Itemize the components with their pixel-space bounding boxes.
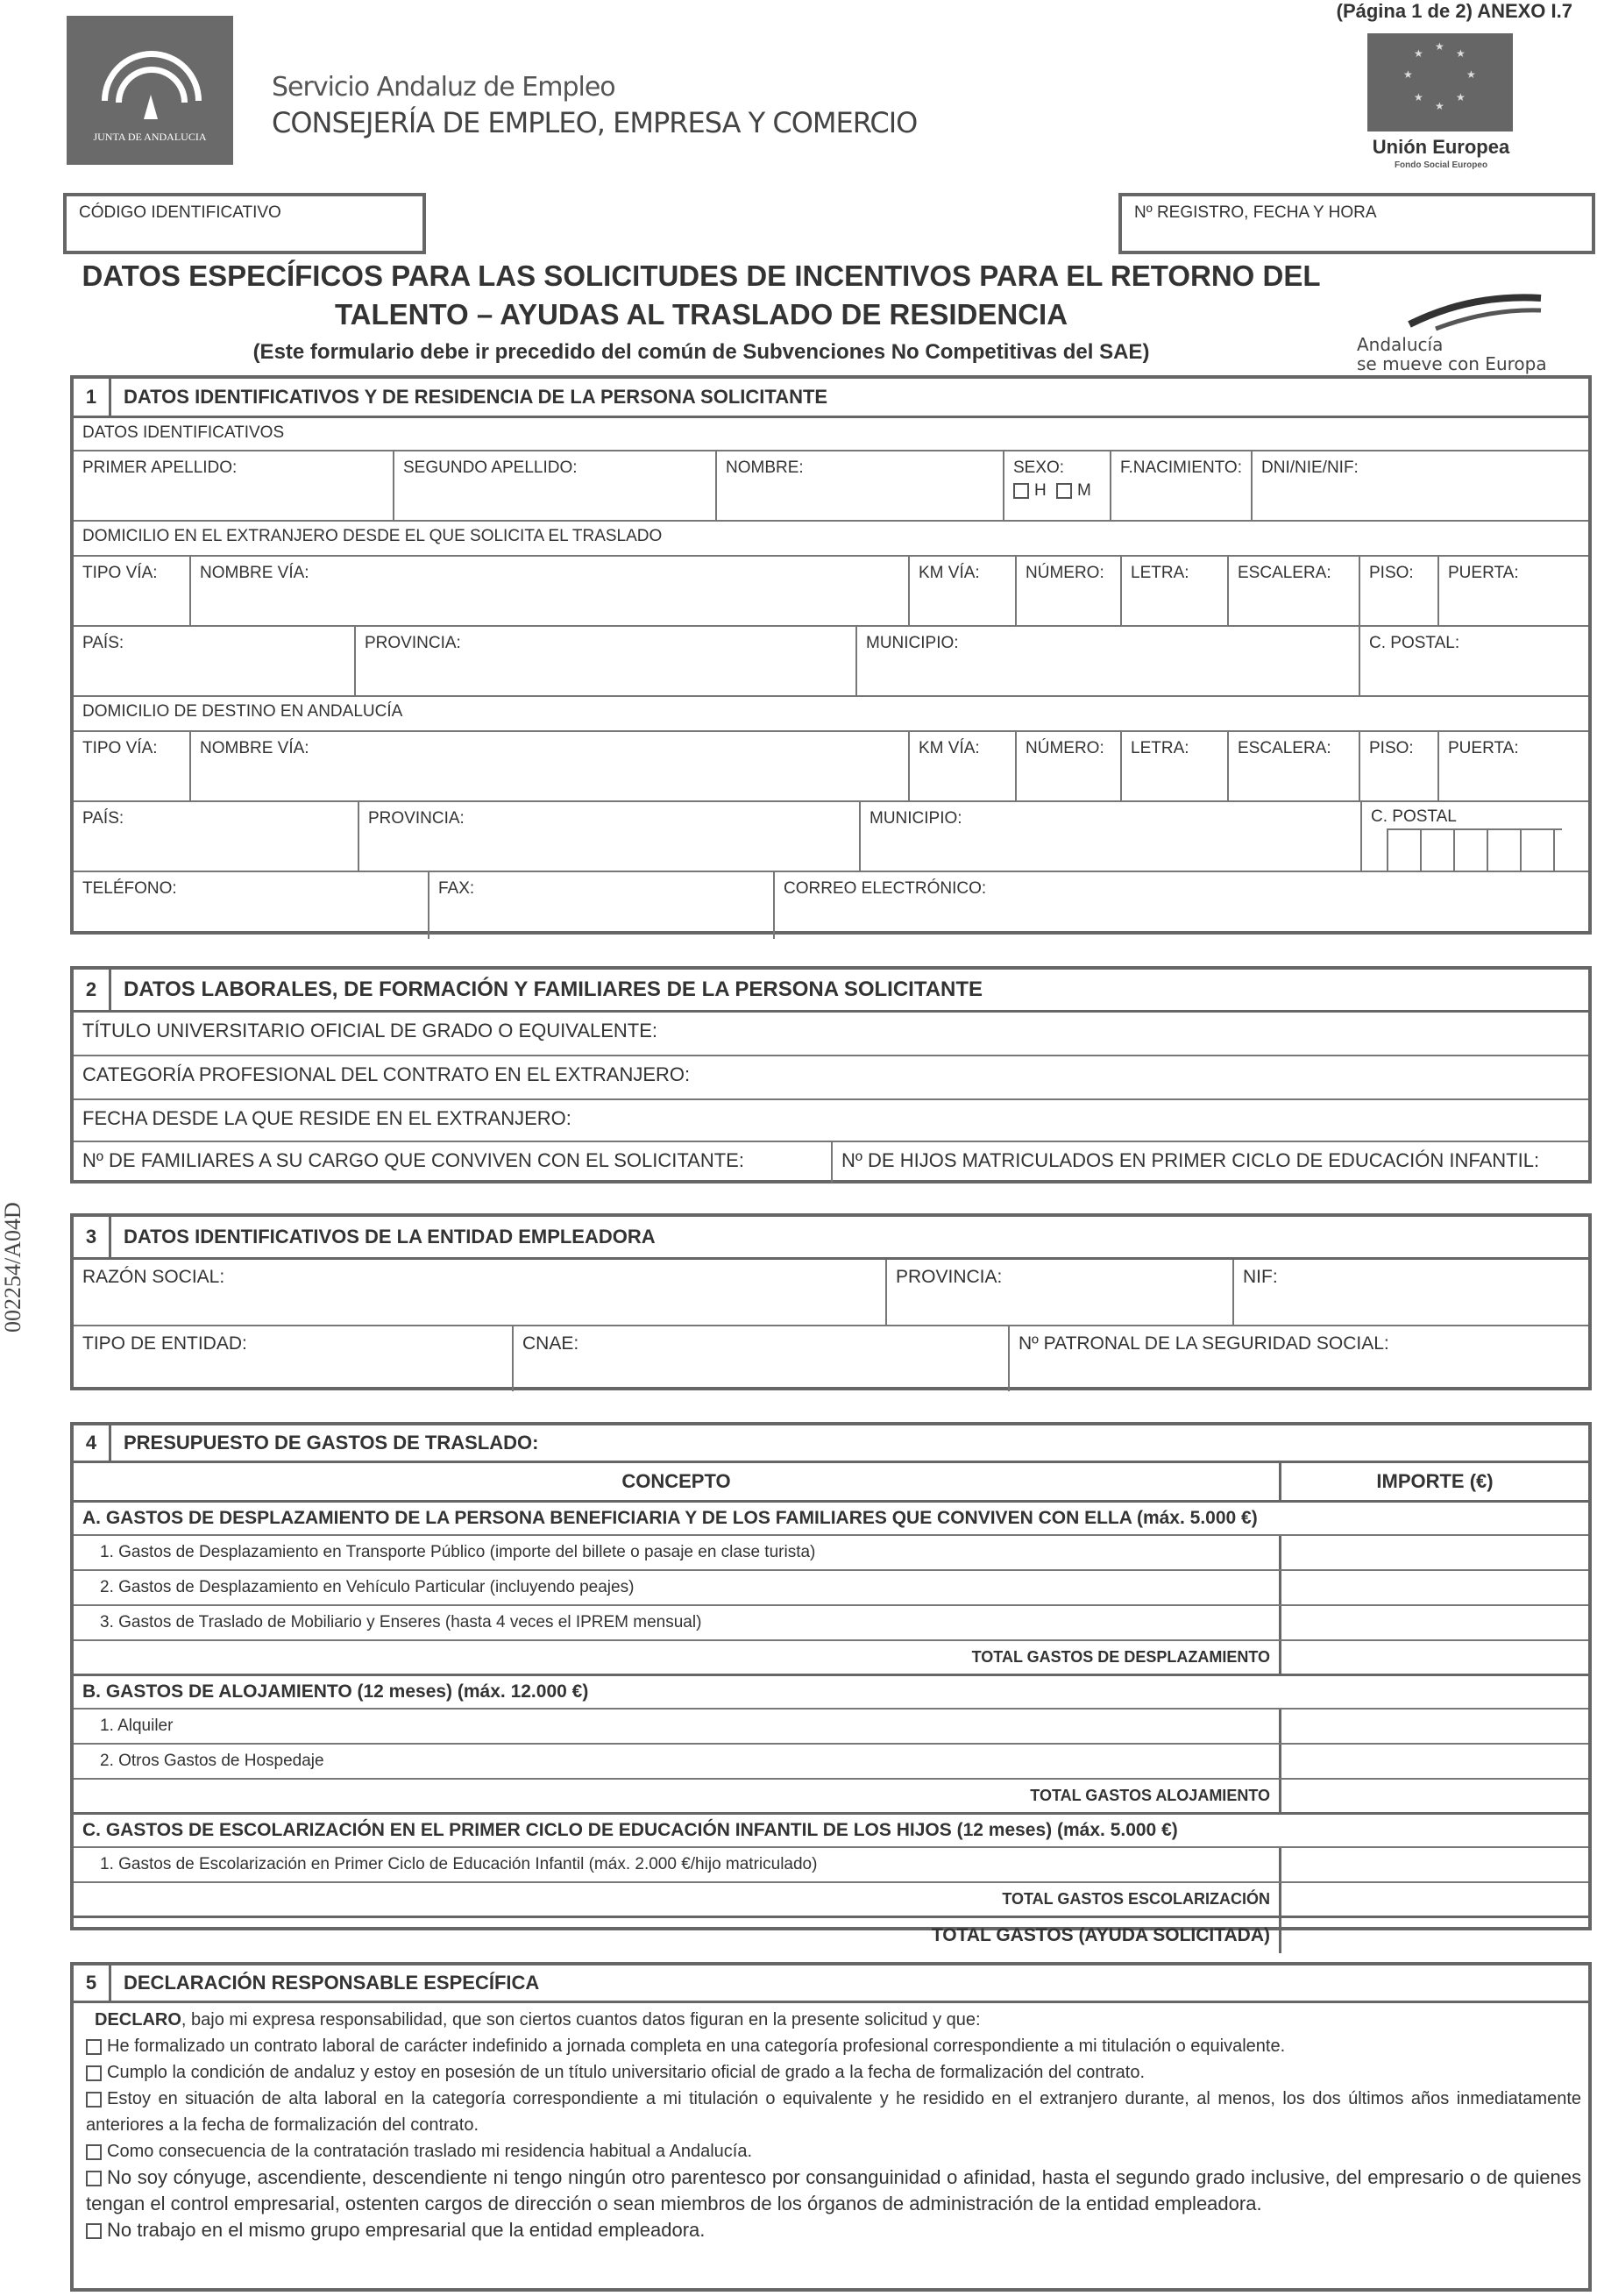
ext-piso-field[interactable] [1360, 557, 1439, 625]
sexo-label: SEXO: [1013, 458, 1065, 477]
section-4-header [74, 1425, 1588, 1463]
a-item-3-amount[interactable] [1281, 1606, 1588, 1639]
col-importe: IMPORTE (€) [1376, 1470, 1494, 1492]
ext-numero-label: NÚMERO: [1026, 564, 1104, 582]
c-item-1-amount[interactable] [1281, 1848, 1588, 1881]
dest-cpostal-field [1362, 802, 1588, 871]
andalucia-europa-logo [1357, 289, 1547, 373]
section-1 [70, 375, 1592, 935]
section-b-title: B. GASTOS DE ALOJAMIENTO (12 meses) (máx. 12.000 €) [82, 1681, 589, 1702]
agency-block [272, 72, 917, 139]
c-item-1: 1. Gastos de Escolarización en Primer Ciclo de Educación Infantil (máx. 2.000 €/hijo matriculado) [74, 1848, 1281, 1881]
b-total-row [74, 1780, 1588, 1815]
ext-nombre-via-field[interactable] [191, 557, 910, 625]
registro-box[interactable] [1118, 193, 1595, 254]
a-item-3: 3. Gastos de Traslado de Mobiliario y Enseres (hasta 4 veces el IPREM mensual) [74, 1606, 1281, 1639]
section-1-header [74, 379, 1588, 418]
hijos-label: Nº DE HIJOS MATRICULADOS EN PRIMER CICLO DE EDUCACIÓN INFANTIL: [841, 1149, 1540, 1171]
b-item-2-amount[interactable] [1281, 1745, 1588, 1778]
dest-escalera-label: ESCALERA: [1238, 739, 1331, 757]
a-item-1-amount[interactable] [1281, 1536, 1588, 1569]
dest-pais-field[interactable] [74, 802, 359, 871]
section-5-number: 5 [74, 1965, 111, 2001]
col-concepto: CONCEPTO [74, 1463, 1281, 1500]
nombre-field[interactable] [717, 451, 1004, 520]
correo-field[interactable] [775, 872, 1588, 939]
correo-label: CORREO ELECTRÓNICO: [784, 879, 987, 898]
dest-cpostal-label: C. POSTAL [1371, 807, 1457, 826]
declaration-body [74, 2003, 1588, 2243]
b-item-1-amount[interactable] [1281, 1710, 1588, 1743]
a-item-1: 1. Gastos de Desplazamiento en Transporte Público (importe del billete o pasaje en clase turista) [74, 1536, 1281, 1569]
dest-provincia-field[interactable] [359, 802, 861, 871]
dest-location-row [74, 802, 1588, 872]
ext-letra-label: LETRA: [1131, 564, 1189, 582]
dest-puerta-field[interactable] [1439, 732, 1588, 800]
declaration-checkbox-3[interactable] [86, 2092, 102, 2108]
declaration-intro-text: , bajo mi expresa responsabilidad, que son ciertos cuantos datos figuran en la presente solicitud y que: [181, 2010, 981, 2029]
telefono-field[interactable] [74, 872, 429, 939]
cnae-label: CNAE: [522, 1333, 579, 1354]
sexo-m-label: M [1077, 481, 1091, 500]
c-total-label: TOTAL GASTOS ESCOLARIZACIÓN [74, 1883, 1281, 1916]
dest-municipio-field[interactable] [861, 802, 1362, 871]
andalucia-logo-line2: se mueve con Europa [1357, 353, 1547, 374]
ext-location-row [74, 627, 1588, 697]
entidad-nif-label: NIF: [1243, 1267, 1278, 1287]
b-item-row [74, 1710, 1588, 1745]
familia-row [74, 1142, 1588, 1183]
entidad-provincia-label: PROVINCIA: [896, 1267, 1003, 1287]
dest-nombre-via-label: NOMBRE VÍA: [200, 739, 309, 757]
tipo-entidad-field[interactable] [74, 1326, 514, 1391]
ext-cpostal-field[interactable] [1360, 627, 1588, 695]
section-2-title: DATOS LABORALES, DE FORMACIÓN Y FAMILIARES DE LA PERSONA SOLICITANTE [124, 977, 983, 1001]
fecha-residencia-label: FECHA DESDE LA QUE RESIDE EN EL EXTRANJERO: [82, 1107, 571, 1129]
section-4-number: 4 [74, 1425, 111, 1461]
section-5-header [74, 1965, 1588, 2003]
b-item-2: 2. Otros Gastos de Hospedaje [74, 1745, 1281, 1778]
patronal-field[interactable] [1010, 1326, 1588, 1391]
ext-pais-label: PAÍS: [82, 634, 124, 652]
section-5-title: DECLARACIÓN RESPONSABLE ESPECÍFICA [124, 1972, 540, 1994]
section-2-number: 2 [74, 970, 111, 1010]
declaration-checkbox-1[interactable] [86, 2039, 102, 2055]
ext-piso-label: PISO: [1369, 564, 1414, 582]
eu-label: Unión Europea [1372, 136, 1510, 158]
grand-total-label: TOTAL GASTOS (AYUDA SOLICITADA) [74, 1918, 1281, 1953]
titulo-universitario-label: TÍTULO UNIVERSITARIO OFICIAL DE GRADO O EQUIVALENTE: [82, 1020, 658, 1041]
razon-social-label: RAZÓN SOCIAL: [82, 1267, 225, 1287]
declaration-item-6: No trabajo en el mismo grupo empresarial que la entidad empleadora. [107, 2219, 706, 2241]
dest-nombre-via-field[interactable] [191, 732, 910, 800]
patronal-label: Nº PATRONAL DE LA SEGURIDAD SOCIAL: [1019, 1333, 1389, 1354]
dest-municipio-label: MUNICIPIO: [869, 809, 962, 828]
fax-field[interactable] [429, 872, 775, 939]
section-2-header [74, 970, 1588, 1013]
a-item-2-amount[interactable] [1281, 1571, 1588, 1604]
fecha-residencia-field[interactable] [74, 1100, 1588, 1141]
declaration-item-4: Como consecuencia de la contratación traslado mi residencia habitual a Andalucía. [107, 2142, 752, 2161]
segundo-apellido-label: SEGUNDO APELLIDO: [403, 458, 578, 477]
declaration-checkbox-2[interactable] [86, 2065, 102, 2081]
entidad-nif-field[interactable] [1234, 1260, 1588, 1325]
dest-numero-label: NÚMERO: [1026, 739, 1104, 757]
ministry-name: CONSEJERÍA DE EMPLEO, EMPRESA Y COMERCIO [272, 106, 918, 139]
section-3-title: DATOS IDENTIFICATIVOS DE LA ENTIDAD EMPLEADORA [124, 1226, 656, 1248]
andalucia-swoosh-icon [1401, 289, 1550, 333]
sexo-h-checkbox[interactable] [1013, 483, 1029, 499]
declaration-item-3: Estoy en situación de alta laboral en la categoría correspondiente a mi titulación o equivalente y he residido en el extranjero durante, al menos, los dos últimos años inmediatamente anteriores a la fecha de formalización del contrato. [86, 2089, 1581, 2135]
dni-field[interactable] [1253, 451, 1588, 520]
primer-apellido-field[interactable] [74, 451, 394, 520]
eu-sub-label: Fondo Social Europeo [1394, 160, 1488, 170]
side-document-code: 002254/A04D [0, 1202, 25, 1333]
form-title-note: (Este formulario debe ir precedido del común de Subvenciones No Competitivas del SAE) [252, 340, 1150, 364]
subheading-datos-identificativos: DATOS IDENTIFICATIVOS [82, 423, 285, 442]
declaro-word: DECLARO [95, 2010, 181, 2029]
section-3 [70, 1213, 1592, 1390]
a-item-2: 2. Gastos de Desplazamiento en Vehículo Particular (incluyendo peajes) [74, 1571, 1281, 1604]
razon-social-field[interactable] [74, 1260, 887, 1325]
declaration-intro [95, 2007, 1581, 2033]
ext-municipio-field[interactable] [857, 627, 1360, 695]
section-1-number: 1 [74, 379, 111, 416]
section-2 [70, 966, 1592, 1184]
declaration-checkbox-5[interactable] [86, 2171, 102, 2186]
ext-escalera-label: ESCALERA: [1238, 564, 1331, 582]
b-item-1: 1. Alquiler [74, 1710, 1281, 1743]
section-3-number: 3 [74, 1217, 111, 1257]
section-4-title: PRESUPUESTO DE GASTOS DE TRASLADO: [124, 1432, 539, 1454]
dest-km-via-label: KM VÍA: [919, 739, 980, 757]
agency-name: Servicio Andaluz de Empleo [272, 72, 615, 103]
declaration-checkbox-4[interactable] [86, 2144, 102, 2160]
junta-logo [67, 16, 233, 165]
dest-provincia-label: PROVINCIA: [368, 809, 465, 828]
registro-label: Nº REGISTRO, FECHA Y HORA [1134, 203, 1377, 222]
ext-puerta-label: PUERTA: [1448, 564, 1519, 582]
telefono-label: TELÉFONO: [82, 879, 177, 898]
c-total-amount[interactable] [1281, 1883, 1588, 1916]
ext-nombre-via-label: NOMBRE VÍA: [200, 564, 309, 582]
dest-km-via-field[interactable] [910, 732, 1017, 800]
ext-municipio-label: MUNICIPIO: [866, 634, 959, 652]
form-title-line1: DATOS ESPECÍFICOS PARA LAS SOLICITUDES DE INCENTIVOS PARA EL RETORNO DEL [82, 259, 1321, 292]
grand-total-row [74, 1918, 1588, 1953]
sexo-field [1004, 451, 1111, 520]
subheading-domicilio-extranjero: DOMICILIO EN EL EXTRANJERO DESDE EL QUE SOLICITA EL TRASLADO [82, 527, 663, 545]
codigo-identificativo-box[interactable] [63, 193, 426, 254]
entidad-row-2 [74, 1326, 1588, 1391]
b-total-amount[interactable] [1281, 1780, 1588, 1812]
ext-km-via-label: KM VÍA: [919, 564, 980, 582]
fax-label: FAX: [438, 879, 475, 898]
dest-pais-label: PAÍS: [82, 809, 124, 828]
ext-escalera-field[interactable] [1229, 557, 1360, 625]
junta-logo-text: JUNTA DE ANDALUCIA [93, 131, 207, 143]
categoria-profesional-field[interactable] [74, 1056, 1588, 1098]
ext-cpostal-label: C. POSTAL: [1369, 634, 1460, 652]
nombre-label: NOMBRE: [726, 458, 804, 477]
declaration-checkbox-6[interactable] [86, 2223, 102, 2239]
section-1-title: DATOS IDENTIFICATIVOS Y DE RESIDENCIA DE LA PERSONA SOLICITANTE [124, 386, 828, 408]
ext-address-row [74, 557, 1588, 627]
dest-letra-field[interactable] [1122, 732, 1229, 800]
fecha-nacimiento-field[interactable] [1111, 451, 1253, 520]
form-title-line2: TALENTO – AYUDAS AL TRASLADO DE RESIDENCIA [334, 298, 1068, 331]
dest-puerta-label: PUERTA: [1448, 739, 1519, 757]
a-item-row [74, 1606, 1588, 1641]
section-a-title: A. GASTOS DE DESPLAZAMIENTO DE LA PERSONA BENEFICIARIA Y DE LOS FAMILIARES QUE CONVIVEN CON ELLA (máx. 5.000 €) [82, 1508, 1258, 1528]
dest-letra-label: LETRA: [1131, 739, 1189, 757]
familiares-label: Nº DE FAMILIARES A SU CARGO QUE CONVIVEN CON EL SOLICITANTE: [82, 1149, 744, 1171]
identity-row [74, 451, 1588, 522]
section-c-title: C. GASTOS DE ESCOLARIZACIÓN EN EL PRIMER CICLO DE EDUCACIÓN INFANTIL DE LOS HIJOS (12 meses) (máx. 5.000 €) [82, 1820, 1178, 1840]
declaration-item-2: Cumplo la condición de andaluz y estoy en posesión de un título universitario oficial de grado a la fecha de formalización del contrato. [107, 2063, 1146, 2082]
tipo-entidad-label: TIPO DE ENTIDAD: [82, 1333, 247, 1354]
page-indicator: (Página 1 de 2) ANEXO I.7 [1336, 0, 1572, 22]
primer-apellido-label: PRIMER APELLIDO: [82, 458, 238, 477]
sexo-m-checkbox[interactable] [1056, 483, 1072, 499]
declaration-item-5: No soy cónyuge, ascendiente, descendiente ni tengo ningún otro parentesco por consanguinidad o afinidad, hasta el segundo grado inclusive, del empresario o de quienes tengan el control empresarial, ostenten cargos de dirección o sean miembros de los órganos de administración de la entidad empleadora. [86, 2166, 1581, 2214]
entidad-row-1 [74, 1260, 1588, 1326]
eu-flag: ★ ★ ★ ★ ★ ★ ★ ★ [1367, 33, 1513, 132]
budget-header-row [74, 1463, 1588, 1503]
b-item-row [74, 1745, 1588, 1780]
ext-pais-field[interactable] [74, 627, 356, 695]
grand-total-amount[interactable] [1281, 1918, 1588, 1953]
subheading-domicilio-destino: DOMICILIO DE DESTINO EN ANDALUCÍA [82, 702, 403, 721]
dest-address-row [74, 732, 1588, 802]
codigo-identificativo-label: CÓDIGO IDENTIFICATIVO [79, 203, 281, 222]
cnae-field[interactable] [514, 1326, 1010, 1391]
declaration-item-1: He formalizado un contrato laboral de carácter indefinido a jornada completa en una categoría profesional correspondiente a mi titulación o equivalente. [107, 2037, 1286, 2056]
segundo-apellido-field[interactable] [394, 451, 717, 520]
a-item-row [74, 1536, 1588, 1571]
dest-numero-field[interactable] [1017, 732, 1122, 800]
dest-escalera-field[interactable] [1229, 732, 1360, 800]
dest-piso-label: PISO: [1369, 739, 1414, 757]
sexo-h-label: H [1034, 481, 1047, 500]
familiares-field[interactable] [74, 1142, 833, 1183]
ext-km-via-field[interactable] [910, 557, 1017, 625]
a-item-row [74, 1571, 1588, 1606]
a-total-label: TOTAL GASTOS DE DESPLAZAMIENTO [74, 1641, 1281, 1674]
dest-piso-field[interactable] [1360, 732, 1439, 800]
ext-puerta-field[interactable] [1439, 557, 1588, 625]
ext-provincia-field[interactable] [356, 627, 857, 695]
c-total-row [74, 1883, 1588, 1918]
hijos-field[interactable] [833, 1142, 1588, 1183]
section-4 [70, 1422, 1592, 1945]
fecha-nacimiento-label: F.NACIMIENTO: [1120, 458, 1242, 477]
dni-label: DNI/NIE/NIF: [1261, 458, 1359, 477]
ext-numero-field[interactable] [1017, 557, 1122, 625]
a-total-amount[interactable] [1281, 1641, 1588, 1674]
contact-row [74, 872, 1588, 939]
dest-tipo-via-field[interactable] [74, 732, 191, 800]
ext-provincia-label: PROVINCIA: [365, 634, 461, 652]
ext-tipo-via-label: TIPO VÍA: [82, 564, 158, 582]
ext-tipo-via-field[interactable] [74, 557, 191, 625]
entidad-provincia-field[interactable] [887, 1260, 1234, 1325]
a-total-row [74, 1641, 1588, 1676]
categoria-profesional-label: CATEGORÍA PROFESIONAL DEL CONTRATO EN EL EXTRANJERO: [82, 1063, 691, 1085]
c-item-row [74, 1848, 1588, 1883]
b-total-label: TOTAL GASTOS ALOJAMIENTO [74, 1780, 1281, 1812]
titulo-universitario-field[interactable] [74, 1013, 1588, 1055]
andalucia-logo-line1: Andalucía [1357, 334, 1444, 355]
section-3-header [74, 1217, 1588, 1260]
cpostal-digit-boxes[interactable] [1387, 828, 1562, 872]
section-5 [70, 1962, 1592, 2292]
dest-tipo-via-label: TIPO VÍA: [82, 739, 158, 757]
ext-letra-field[interactable] [1122, 557, 1229, 625]
